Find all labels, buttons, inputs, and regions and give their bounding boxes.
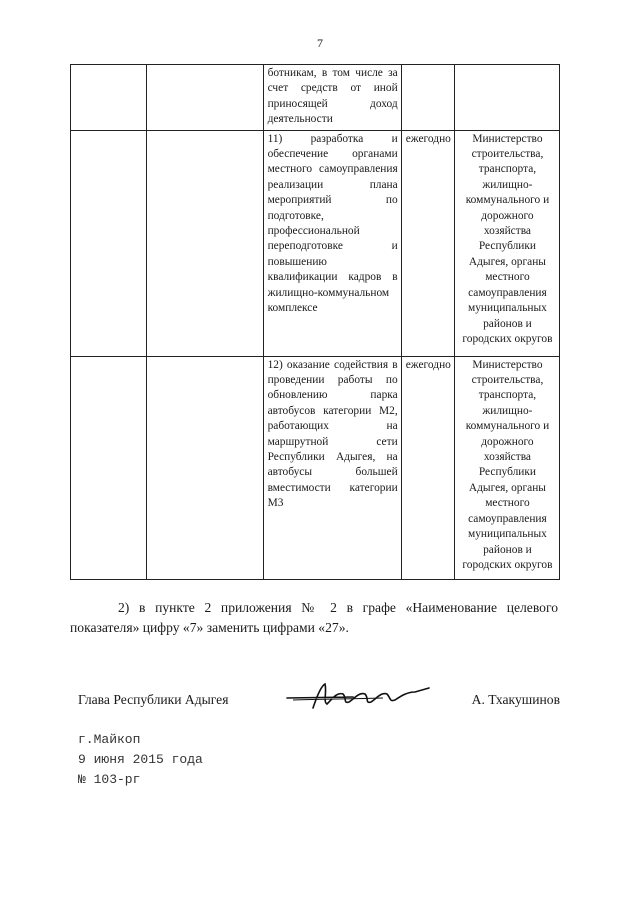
measure-responsible: Министерство строительства, транспорта, жилищно-коммунального и дорожного хозяйства Республики Адыгея, органы местного самоуправления муниципальных районов и городских округов: [462, 132, 553, 345]
table-cell-empty: [71, 130, 147, 356]
period-cell: [401, 65, 454, 131]
table-row: [71, 130, 560, 356]
table-cell-empty: [147, 65, 263, 131]
period-cell: [401, 130, 454, 356]
table-cell-empty: [71, 356, 147, 579]
responsible-cell: [454, 65, 559, 131]
table-row: [71, 65, 560, 131]
measures-table: [70, 64, 560, 580]
measure-description: 12) оказание содействия в проведении работы по обновлению парка автобусов категории М2, работающих на маршрутной сети Республики Адыгея, на автобусы большей вместимости категории М3: [267, 358, 398, 510]
measure-description-cell: [263, 130, 401, 356]
measure-description-cell: [263, 356, 401, 579]
table-cell-empty: [147, 356, 263, 579]
measure-responsible: [455, 65, 559, 68]
measure-description-cell: [263, 65, 401, 131]
stamp-number: № 103-рг: [78, 772, 141, 787]
measure-period: ежегодно: [405, 358, 451, 371]
measure-description: ботникам, в том числе за счет средств от иной приносящей доход деятельности: [267, 67, 398, 126]
table-row: [71, 356, 560, 579]
handwritten-signature: [283, 678, 433, 714]
stamp-date: 9 июня 2015 года: [78, 752, 203, 767]
registration-stamp: [78, 730, 203, 790]
table-cell-empty: [71, 65, 147, 131]
amendment-paragraph: 2) в пункте 2 приложения № 2 в графе «Наименование целевого показателя» цифру «7» заменить цифрами «27».: [70, 599, 558, 635]
page-number: 7: [317, 36, 323, 50]
responsible-cell: [454, 356, 559, 579]
measure-description: 11) разработка и обеспечение органами местного самоуправления реализации плана мероприятий по подготовке, профессиональной переподготовке и повышению квалификации кадров в жилищно-коммунальном комплексе: [267, 132, 398, 315]
measure-period: ежегодно: [405, 132, 451, 145]
table-cell-empty: [147, 130, 263, 356]
period-cell: [401, 356, 454, 579]
responsible-cell: [454, 130, 559, 356]
stamp-city: г.Майкоп: [78, 732, 141, 747]
signatory-title: Глава Республики Адыгея: [78, 692, 229, 707]
measure-period: [402, 65, 454, 68]
signatory-name: А. Тхакушинов: [471, 692, 560, 707]
measure-responsible: Министерство строительства, транспорта, жилищно-коммунального и дорожного хозяйства Республики Адыгея, органы местного самоуправления муниципальных районов и городских округов: [462, 358, 553, 571]
